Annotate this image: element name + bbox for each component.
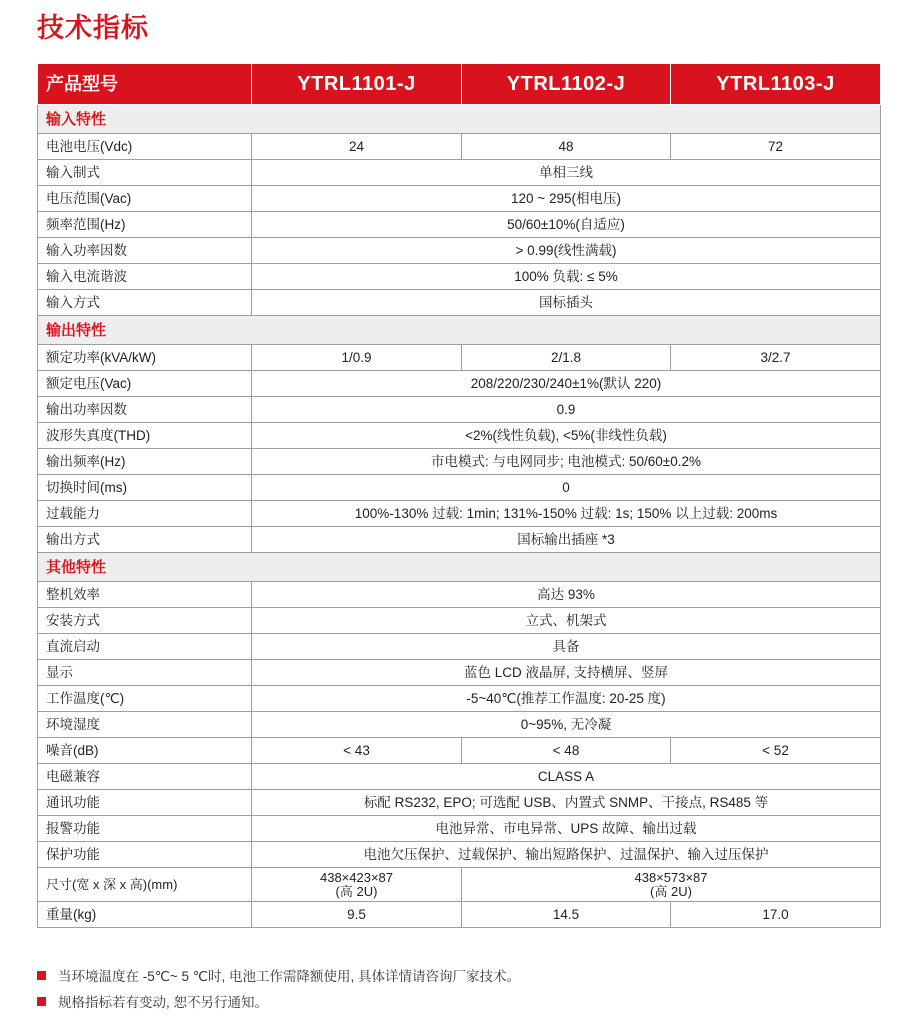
cell-value: 72 xyxy=(671,134,881,160)
row-label: 保护功能 xyxy=(38,842,252,868)
dimension-value: 438×573×87 xyxy=(634,869,708,885)
table-row xyxy=(38,764,881,790)
row-label: 通讯功能 xyxy=(38,790,252,816)
footnote-text: 当环境温度在 -5℃~ 5 ℃时, 电池工作需降额使用, 具体详情请咨询厂家技术。 xyxy=(58,969,520,984)
table-row xyxy=(38,790,881,816)
row-label: 直流启动 xyxy=(38,634,252,660)
table-row xyxy=(38,238,881,264)
table-row xyxy=(38,134,881,160)
cell-value: 50/60±10%(自适应) xyxy=(252,212,881,238)
section-row-input xyxy=(38,105,881,134)
cell-value: 100% 负载: ≤ 5% xyxy=(252,264,881,290)
header-model-1: YTRL1101-J xyxy=(252,64,462,105)
cell-value: 0.9 xyxy=(252,397,881,423)
table-row xyxy=(38,738,881,764)
row-label: 安装方式 xyxy=(38,608,252,634)
row-label: 输出频率(Hz) xyxy=(38,449,252,475)
table-row xyxy=(38,902,881,928)
row-label: 额定功率(kVA/kW) xyxy=(38,345,252,371)
row-label: 过载能力 xyxy=(38,501,252,527)
table-header-row xyxy=(38,64,881,105)
table-row xyxy=(38,449,881,475)
table-row xyxy=(38,686,881,712)
cell-value: -5~40℃(推荐工作温度: 20-25 度) xyxy=(252,686,881,712)
table-row xyxy=(38,264,881,290)
table-row xyxy=(38,501,881,527)
table-row xyxy=(38,608,881,634)
table-row xyxy=(38,712,881,738)
footnote-item xyxy=(37,992,520,1010)
cell-value: 100%-130% 过载: 1min; 131%-150% 过载: 1s; 150% 以上过载: 200ms xyxy=(252,501,881,527)
row-label: 输入方式 xyxy=(38,290,252,316)
cell-value: < 52 xyxy=(671,738,881,764)
cell-value: 国标输出插座 *3 xyxy=(252,527,881,553)
cell-value: 单相三线 xyxy=(252,160,881,186)
cell-value: 电池异常、市电异常、UPS 故障、输出过载 xyxy=(252,816,881,842)
table-row xyxy=(38,160,881,186)
cell-value: 120 ~ 295(相电压) xyxy=(252,186,881,212)
section-title: 输出特性 xyxy=(38,316,881,345)
table-row xyxy=(38,290,881,316)
row-label: 输入电流谐波 xyxy=(38,264,252,290)
spec-table xyxy=(37,64,881,928)
cell-value: 1/0.9 xyxy=(252,345,462,371)
footnotes xyxy=(37,966,520,1018)
row-label: 电压范围(Vac) xyxy=(38,186,252,212)
cell-value: 0 xyxy=(252,475,881,501)
cell-value xyxy=(252,868,462,902)
table-row xyxy=(38,212,881,238)
cell-value: 国标插头 xyxy=(252,290,881,316)
row-label: 尺寸(宽 x 深 x 高)(mm) xyxy=(38,868,252,902)
row-label: 电磁兼容 xyxy=(38,764,252,790)
dimension-value: 438×423×87 xyxy=(319,869,394,885)
table-row xyxy=(38,527,881,553)
row-label: 输入制式 xyxy=(38,160,252,186)
table-row xyxy=(38,582,881,608)
cell-value: > 0.99(线性满载) xyxy=(252,238,881,264)
table-row xyxy=(38,475,881,501)
cell-value: < 48 xyxy=(462,738,671,764)
row-label: 噪音(dB) xyxy=(38,738,252,764)
section-title: 输入特性 xyxy=(38,105,881,134)
cell-value: 3/2.7 xyxy=(671,345,881,371)
cell-value: CLASS A xyxy=(252,764,881,790)
cell-value: 2/1.8 xyxy=(462,345,671,371)
row-label: 电池电压(Vdc) xyxy=(38,134,252,160)
table-row xyxy=(38,868,881,902)
table-row xyxy=(38,397,881,423)
footnote-item xyxy=(37,966,520,984)
table-row xyxy=(38,660,881,686)
section-title: 其他特性 xyxy=(38,553,881,582)
cell-value xyxy=(462,868,881,902)
cell-value: < 43 xyxy=(252,738,462,764)
row-label: 输出方式 xyxy=(38,527,252,553)
row-label: 整机效率 xyxy=(38,582,252,608)
row-label: 工作温度(℃) xyxy=(38,686,252,712)
cell-value: 高达 93% xyxy=(252,582,881,608)
row-label: 切换时间(ms) xyxy=(38,475,252,501)
cell-value: 电池欠压保护、过载保护、输出短路保护、过温保护、输入过压保护 xyxy=(252,842,881,868)
cell-value: 208/220/230/240±1%(默认 220) xyxy=(252,371,881,397)
cell-value: 24 xyxy=(252,134,462,160)
row-label: 额定电压(Vac) xyxy=(38,371,252,397)
cell-value: 48 xyxy=(462,134,671,160)
row-label: 环境湿度 xyxy=(38,712,252,738)
cell-value: 9.5 xyxy=(252,902,462,928)
square-bullet-icon xyxy=(37,971,46,980)
cell-value: 0~95%, 无冷凝 xyxy=(252,712,881,738)
row-label: 频率范围(Hz) xyxy=(38,212,252,238)
header-model-2: YTRL1102-J xyxy=(462,64,671,105)
table-row xyxy=(38,345,881,371)
page-title: 技术指标 xyxy=(37,13,149,43)
table-row xyxy=(38,816,881,842)
section-row-output xyxy=(38,316,881,345)
cell-value: 蓝色 LCD 液晶屏, 支持横屏、竖屏 xyxy=(252,660,881,686)
row-label: 重量(kg) xyxy=(38,902,252,928)
cell-value: 具备 xyxy=(252,634,881,660)
table-row xyxy=(38,634,881,660)
square-bullet-icon xyxy=(37,997,46,1006)
footnote-text: 规格指标若有变动, 恕不另行通知。 xyxy=(58,995,269,1010)
cell-value: 标配 RS232, EPO; 可选配 USB、内置式 SNMP、干接点, RS485 等 xyxy=(252,790,881,816)
row-label: 显示 xyxy=(38,660,252,686)
cell-value: 17.0 xyxy=(671,902,881,928)
table-row xyxy=(38,423,881,449)
row-label: 报警功能 xyxy=(38,816,252,842)
header-model-label: 产品型号 xyxy=(38,64,252,105)
cell-value: 立式、机架式 xyxy=(252,608,881,634)
row-label: 波形失真度(THD) xyxy=(38,423,252,449)
table-row xyxy=(38,371,881,397)
header-model-3: YTRL1103-J xyxy=(671,64,881,105)
dimension-height-note: (高 2U) xyxy=(335,883,378,899)
cell-value: 市电模式: 与电网同步; 电池模式: 50/60±0.2% xyxy=(252,449,881,475)
dimension-height-note: (高 2U) xyxy=(650,883,692,899)
cell-value: 14.5 xyxy=(462,902,671,928)
row-label: 输出功率因数 xyxy=(38,397,252,423)
section-row-other xyxy=(38,553,881,582)
row-label: 输入功率因数 xyxy=(38,238,252,264)
cell-value: <2%(线性负载), <5%(非线性负载) xyxy=(252,423,881,449)
table-row xyxy=(38,842,881,868)
table-row xyxy=(38,186,881,212)
